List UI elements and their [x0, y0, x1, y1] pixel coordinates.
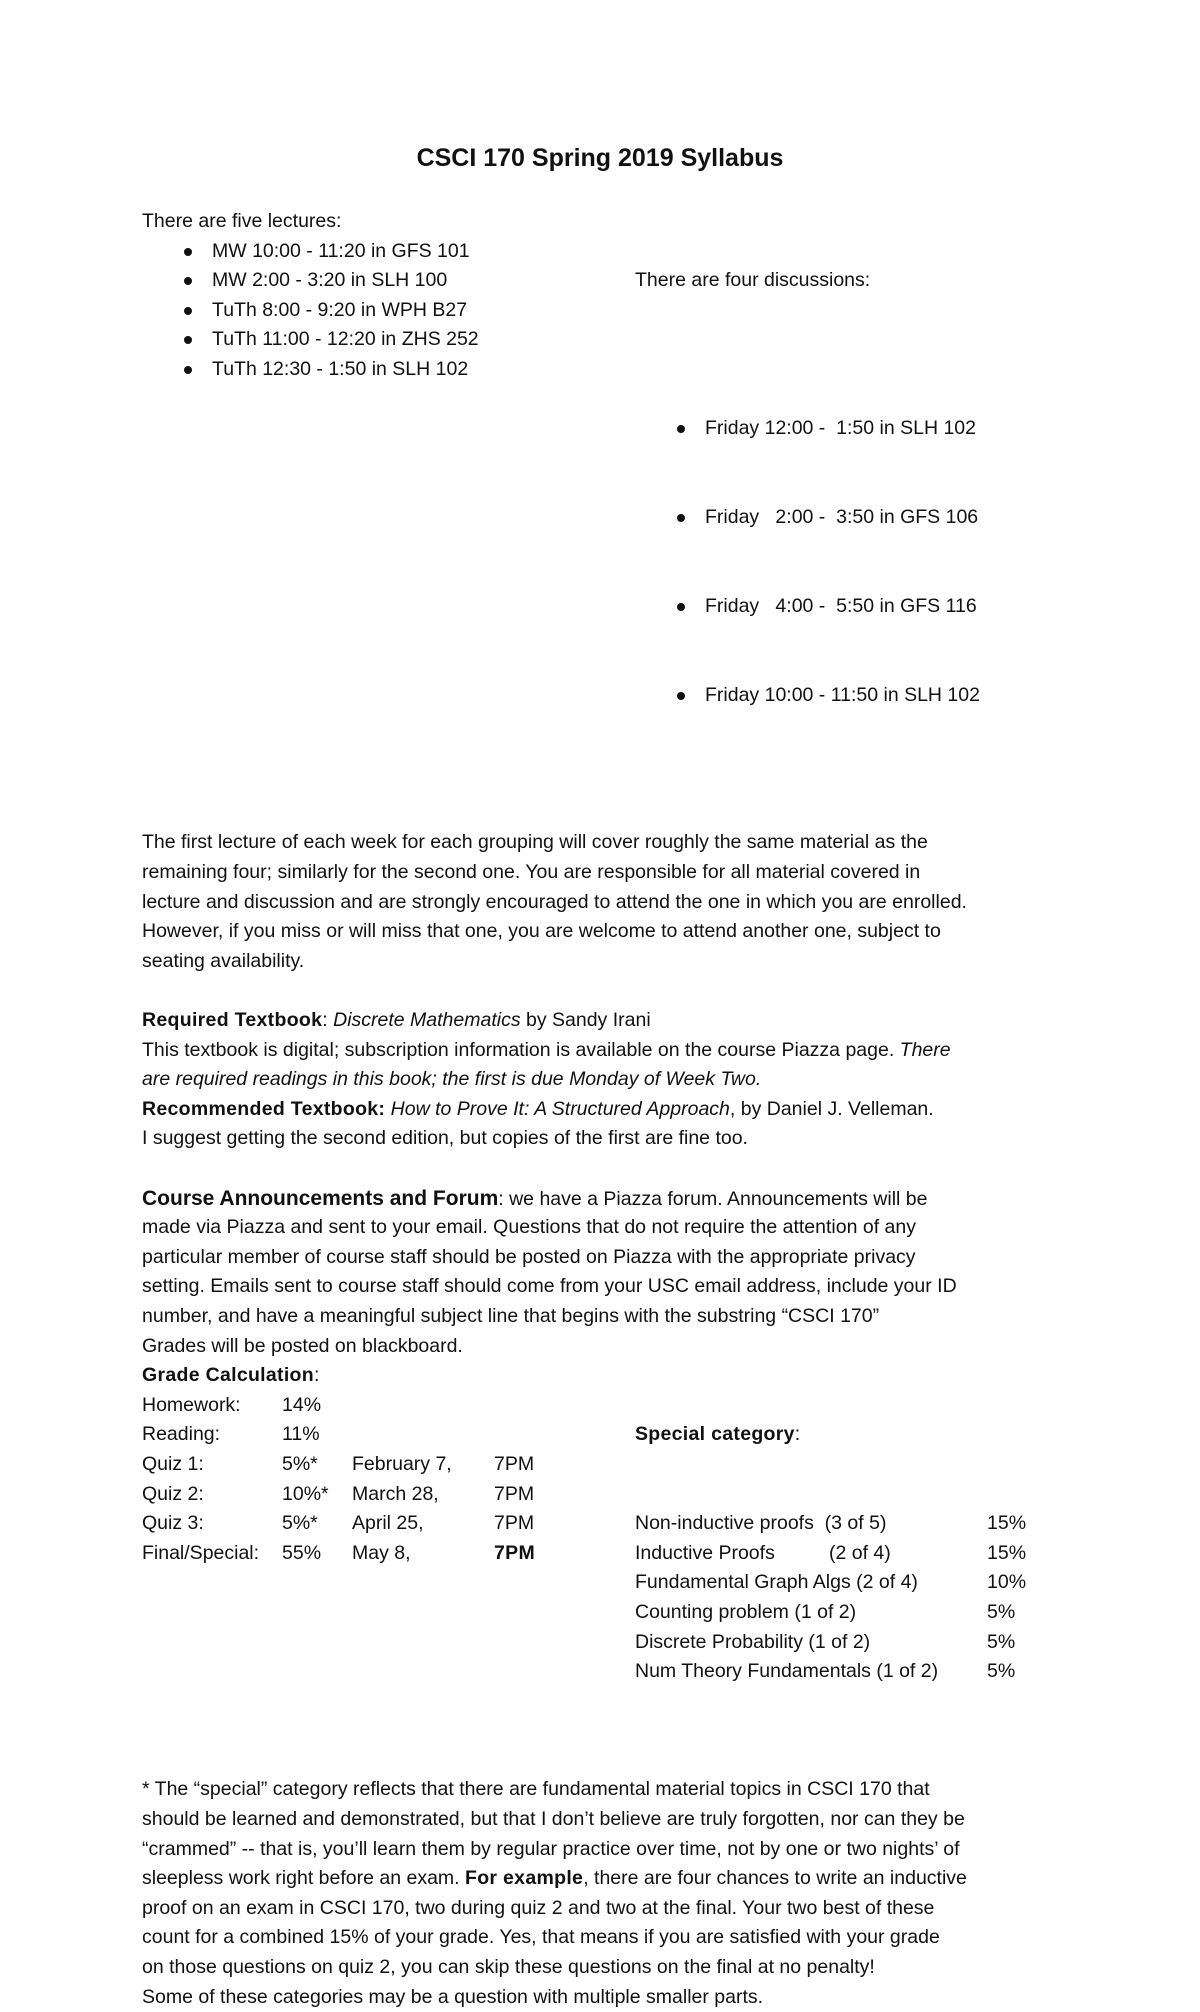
text-run: * The “special” category reflects that there are fundamental material topics in CSCI 170 that: [142, 1778, 930, 1801]
table-cell: 7PM: [494, 1541, 535, 1564]
text-run: The first lecture of each week for each grouping will cover roughly the same material as the: [142, 831, 928, 854]
text-line: [142, 1124, 1100, 1154]
table-row: [635, 1657, 1058, 1687]
special-note-paragraph: [142, 1775, 1100, 2012]
text-run: remaining four; similarly for the second one. You are responsible for all material covered in: [142, 861, 921, 884]
list-item: Friday 10:00 - 11:50 in SLH 102: [635, 681, 1058, 711]
special-category: [635, 1361, 1058, 1746]
text-line: [142, 1036, 1100, 1066]
text-run: count for a combined 15% of your grade. Yes, that means if you are satisfied with your grade: [142, 1926, 940, 1949]
table-cell: 10%*: [282, 1482, 329, 1505]
lectures-section: [142, 207, 635, 385]
text-line: [142, 1953, 1100, 1983]
text-line: [142, 1983, 1100, 2012]
text-run: made via Piazza and sent to your email. Questions that do not require the attention of any: [142, 1216, 916, 1239]
text-line: [142, 1332, 1100, 1362]
grade-heading: Grade Calculation :: [142, 1364, 319, 1386]
text-run: Grades will be posted on blackboard.: [142, 1334, 463, 1357]
table-cell: 11%: [282, 1423, 320, 1446]
table-cell: 10%: [987, 1571, 1027, 1594]
text-line: [142, 1302, 1100, 1332]
schedule-section: [142, 207, 1100, 828]
text-run: :: [322, 1009, 334, 1032]
table-cell: Homework:: [142, 1393, 241, 1416]
grade-table: [142, 1391, 635, 1569]
table-cell: March 28,: [352, 1482, 439, 1505]
text-run: “crammed” -- that is, you’ll learn them by regular practice over time, not by one or two nights’ of: [142, 1837, 960, 1860]
discussions-section: [635, 207, 1058, 828]
list-item: TuTh 8:00 - 9:20 in WPH B27: [142, 296, 635, 326]
table-row: [635, 1598, 1058, 1628]
table-cell: 15%: [987, 1512, 1027, 1535]
table-cell: Quiz 2:: [142, 1482, 204, 1505]
text-run: However, if you miss or will miss that one, you are welcome to attend another one, subject to: [142, 920, 941, 943]
text-run: on those questions on quiz 2, you can skip these questions on the final at no penalty!: [142, 1956, 875, 1979]
text-run: sleepless work right before an exam.: [142, 1867, 465, 1890]
text-run: by Sandy Irani: [520, 1009, 651, 1032]
text-run: : we have a Piazza forum. Announcements will be: [498, 1187, 928, 1210]
table-row: [635, 1628, 1058, 1658]
table-cell: 14%: [282, 1393, 322, 1416]
table-cell: 55%: [282, 1541, 322, 1564]
table-cell: Final/Special:: [142, 1541, 260, 1564]
text-run: number, and have a meaningful subject line that begins with the substring “CSCI 170”: [142, 1304, 880, 1327]
text-line: [142, 1864, 1100, 1894]
italic-text: are required readings in this book; the first is due Monday of Week Two.: [142, 1068, 762, 1091]
spacer: [142, 1154, 1100, 1184]
text-line: [142, 1095, 1100, 1125]
table-cell: 15%: [987, 1541, 1027, 1564]
text-run: This textbook is digital; subscription information is available on the course Piazza page.: [142, 1038, 900, 1061]
text-run: setting. Emails sent to course staff should come from your USC email address, include your ID: [142, 1275, 957, 1298]
table-cell: 5%: [987, 1630, 1016, 1653]
table-cell: Counting problem (1 of 2): [635, 1600, 857, 1623]
text-line: [142, 858, 1100, 888]
discussions-list: [635, 355, 1058, 769]
table-cell: Inductive Proofs (2 of 4): [635, 1541, 891, 1564]
table-row: [635, 1539, 1058, 1569]
bold-text: Recommended Textbook:: [142, 1097, 386, 1120]
list-item: MW 2:00 - 3:20 in SLH 100: [142, 266, 635, 296]
page-title: CSCI 170 Spring 2019 Syllabus: [416, 144, 784, 172]
lectures-list: [142, 237, 635, 385]
table-cell: Non-inductive proofs (3 of 5): [635, 1512, 887, 1535]
table-row: [635, 1509, 1058, 1539]
table-cell: 5%*: [282, 1452, 318, 1475]
discussions-heading: There are four discussions:: [635, 269, 871, 292]
special-heading: Special category :: [635, 1423, 800, 1445]
text-line: [142, 947, 1100, 977]
table-row: [142, 1509, 635, 1539]
special-table: [635, 1509, 1058, 1687]
table-cell: Fundamental Graph Algs (2 of 4): [635, 1571, 918, 1594]
table-row: [142, 1450, 635, 1480]
table-cell: April 25,: [352, 1512, 424, 1535]
table-cell: [494, 1420, 564, 1450]
table-cell: [494, 1391, 564, 1421]
text-line: [142, 1923, 1100, 1953]
table-cell: Quiz 3:: [142, 1512, 204, 1535]
textbooks-paragraph: [142, 1006, 1100, 1154]
grading-section: [142, 1361, 1100, 1746]
text-line: [142, 888, 1100, 918]
text-line: [142, 1272, 1100, 1302]
sections-paragraph: [142, 828, 1100, 976]
text-run: I suggest getting the second edition, but copies of the first are fine too.: [142, 1127, 748, 1150]
list-item: TuTh 11:00 - 12:20 in ZHS 252: [142, 325, 635, 355]
text-run: seating availability.: [142, 949, 305, 972]
table-cell: [352, 1420, 494, 1450]
bold-text: Required Textbook: [142, 1009, 323, 1032]
table-row: [142, 1391, 635, 1421]
table-cell: 7PM: [494, 1482, 535, 1505]
list-item: MW 10:00 - 11:20 in GFS 101: [142, 237, 635, 267]
text-line: [142, 1243, 1100, 1273]
lectures-heading: There are five lectures:: [142, 210, 342, 232]
table-cell: 5%: [987, 1600, 1016, 1623]
text-run: , there are four chances to write an inductive: [583, 1867, 967, 1890]
text-line: [142, 1775, 1100, 1805]
italic-text: How to Prove It: A Structured Approach: [390, 1097, 730, 1120]
table-row: [142, 1480, 635, 1510]
text-line: [142, 828, 1100, 858]
table-cell: May 8,: [352, 1541, 411, 1564]
table-cell: Num Theory Fundamentals (1 of 2): [635, 1660, 939, 1683]
text-line: [142, 1006, 1100, 1036]
grade-calculation: [142, 1361, 635, 1568]
table-cell: 5%*: [282, 1512, 318, 1535]
table-cell: 7PM: [494, 1512, 535, 1535]
text-line: [142, 1065, 1100, 1095]
bold-text: Course Announcements and Forum: [142, 1186, 499, 1210]
table-row: [142, 1539, 635, 1569]
table-cell: 5%: [987, 1660, 1016, 1683]
text-run: particular member of course staff should be posted on Piazza with the appropriate privacy: [142, 1245, 916, 1268]
table-cell: 7PM: [494, 1452, 535, 1475]
italic-text: There: [899, 1038, 951, 1061]
spacer: [142, 976, 1100, 1006]
list-item: TuTh 12:30 - 1:50 in SLH 102: [142, 355, 635, 385]
text-run: should be learned and demonstrated, but that I don’t believe are truly forgotten, nor can they be: [142, 1808, 965, 1831]
list-item: Friday 4:00 - 5:50 in GFS 116: [635, 592, 1058, 622]
text-line: [142, 1213, 1100, 1243]
text-line: [142, 1184, 1100, 1214]
table-row: [142, 1420, 635, 1450]
text-line: [142, 1805, 1100, 1835]
text-run: lecture and discussion and are strongly encouraged to attend the one in which you are enrolled.: [142, 890, 967, 913]
italic-text: Discrete Mathematics: [333, 1009, 521, 1032]
bold-text: For example: [465, 1867, 584, 1890]
table-cell: Discrete Probability (1 of 2): [635, 1630, 871, 1653]
announcements-paragraph: [142, 1184, 1100, 1362]
table-row: [635, 1568, 1058, 1598]
text-line: [142, 917, 1100, 947]
list-item: Friday 12:00 - 1:50 in SLH 102: [635, 414, 1058, 444]
spacer: [142, 1746, 1100, 1776]
table-cell: Reading:: [142, 1423, 221, 1446]
table-cell: [352, 1391, 494, 1421]
text-run: , by Daniel J. Velleman.: [729, 1097, 934, 1120]
text-run: proof on an exam in CSCI 170, two during quiz 2 and two at the final. Your two best of these: [142, 1896, 935, 1919]
table-cell: February 7,: [352, 1452, 452, 1475]
text-line: [142, 1894, 1100, 1924]
table-cell: Quiz 1:: [142, 1452, 204, 1475]
list-item: Friday 2:00 - 3:50 in GFS 106: [635, 503, 1058, 533]
text-run: Some of these categories may be a question with multiple smaller parts.: [142, 1985, 764, 2008]
text-line: [142, 1835, 1100, 1865]
